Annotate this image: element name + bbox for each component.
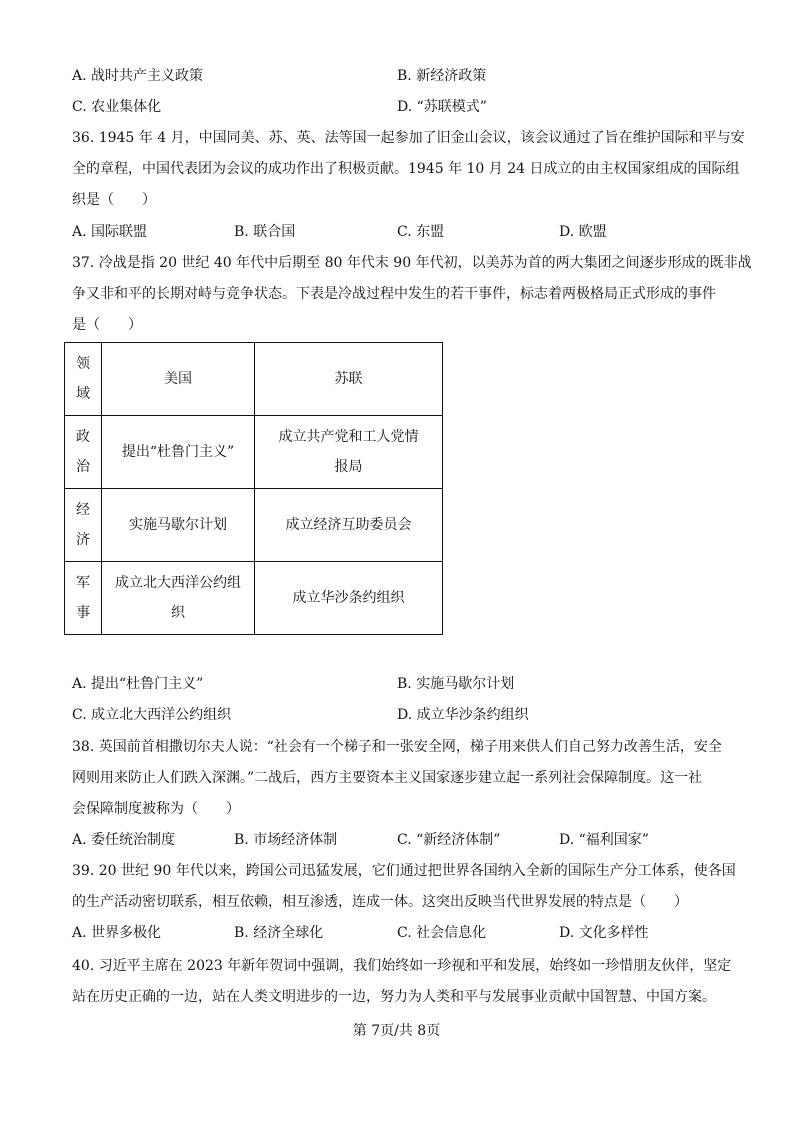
q37-option-a: A. 提出“杜鲁门主义” xyxy=(72,676,204,692)
question-37-line-2: 争又非和平的长期对峙与竞争状态。下表是冷战过程中发生的若干事件，标志着两极格局正式形成的事件 xyxy=(72,286,716,302)
domain-header-char-2: 域 xyxy=(76,386,90,402)
usa-event-cell: 提出“杜鲁门主义” xyxy=(102,416,255,489)
q37-option-c: C. 成立北大西洋公约组织 xyxy=(72,707,232,723)
domain-char-1: 军 xyxy=(76,575,90,591)
q36-option-d: D. 欧盟 xyxy=(559,224,607,240)
question-40-line-2: 站在历史正确的一边，站在人类文明进步的一边，努力为人类和平与发展事业贡献中国智慧、中国方案。 xyxy=(72,989,716,1005)
q38-option-a: A. 委任统治制度 xyxy=(72,832,176,848)
q38-option-c: C. “新经济体制” xyxy=(397,832,501,848)
question-36-line-3: 织是（ ） xyxy=(72,192,156,208)
question-38-line-3: 会保障制度被称为（ ） xyxy=(72,801,240,817)
page-footer: 第 7页/共 8页 xyxy=(352,1023,441,1039)
q38-option-b: B. 市场经济体制 xyxy=(234,832,338,848)
question-40-line-1: 40. 习近平主席在 2023 年新年贺词中强调，我们始终如一珍视和平和发展，始终如一珍惜朋友伙伴，坚定 xyxy=(72,958,732,974)
q39-option-c: C. 社会信息化 xyxy=(397,925,487,941)
table-row-politics xyxy=(65,416,443,489)
question-39-line-2: 的生产活动密切联系，相互依赖，相互渗透，连成一体。这突出反映当代世界发展的特点是（ ） xyxy=(72,894,688,910)
cold-war-events-table xyxy=(64,342,443,635)
q38-option-d: D. “福利国家” xyxy=(559,832,649,848)
q37-option-d: D. 成立华沙条约组织 xyxy=(397,707,529,723)
usa-event-cell: 实施马歇尔计划 xyxy=(102,489,255,562)
q39-option-a: A. 世界多极化 xyxy=(72,925,162,941)
question-37-line-1: 37. 冷战是指 20 世纪 40 年代中后期至 80 年代末 90 年代初，以美苏为首的两大集团之间逐步形成的既非战 xyxy=(72,255,752,271)
option-c: C. 农业集体化 xyxy=(72,99,162,115)
domain-header-cell xyxy=(65,343,102,416)
table-row-military xyxy=(65,562,443,635)
domain-char-2: 济 xyxy=(76,532,90,548)
usa-header-cell: 美国 xyxy=(102,343,255,416)
question-39-line-1: 39. 20 世纪 90 年代以来，跨国公司迅猛发展，它们通过把世界各国纳入全新的国际生产分工体系，使各国 xyxy=(72,863,736,879)
table-header-row xyxy=(65,343,443,416)
domain-cell xyxy=(65,489,102,562)
q37-option-b: B. 实施马歇尔计划 xyxy=(397,676,515,692)
q36-option-c: C. 东盟 xyxy=(397,224,445,240)
domain-char-1: 政 xyxy=(76,429,90,445)
usa-event-cell: 成立北大西洋公约组织 xyxy=(102,562,255,635)
question-36-line-1: 36. 1945 年 4 月，中国同美、苏、英、法等国一起参加了旧金山会议，该会议通过了旨在维护国际和平与安 xyxy=(72,130,745,146)
question-37-line-3: 是（ ） xyxy=(72,317,142,333)
question-38-line-2: 网则用来防止人们跌入深渊。”二战后，西方主要资本主义国家逐步建立起一系列社会保障制度。这一社 xyxy=(72,770,703,786)
domain-header-char-1: 领 xyxy=(76,356,90,372)
domain-cell xyxy=(65,562,102,635)
ussr-event-cell: 成立华沙条约组织 xyxy=(255,562,443,635)
domain-char-2: 治 xyxy=(76,459,90,475)
domain-char-1: 经 xyxy=(76,502,90,518)
domain-char-2: 事 xyxy=(76,605,90,621)
ussr-event-cell: 成立共产党和工人党情报局 xyxy=(255,416,443,489)
q36-option-a: A. 国际联盟 xyxy=(72,224,148,240)
option-a: A. 战时共产主义政策 xyxy=(72,68,204,84)
q36-option-b: B. 联合国 xyxy=(234,224,296,240)
option-d: D. “苏联模式” xyxy=(397,99,487,115)
ussr-event-cell: 成立经济互助委员会 xyxy=(255,489,443,562)
q39-option-d: D. 文化多样性 xyxy=(559,925,649,941)
domain-cell xyxy=(65,416,102,489)
question-38-line-1: 38. 英国前首相撒切尔夫人说：“社会有一个梯子和一张安全网，梯子用来供人们自己努力改善生活，安全 xyxy=(72,739,722,755)
option-b: B. 新经济政策 xyxy=(397,68,487,84)
table-row-economy xyxy=(65,489,443,562)
ussr-header-cell: 苏联 xyxy=(255,343,443,416)
q39-option-b: B. 经济全球化 xyxy=(234,925,324,941)
question-36-line-2: 全的章程，中国代表团为会议的成功作出了积极贡献。1945 年 10 月 24 日成立的由主权国家组成的国际组 xyxy=(72,161,740,177)
